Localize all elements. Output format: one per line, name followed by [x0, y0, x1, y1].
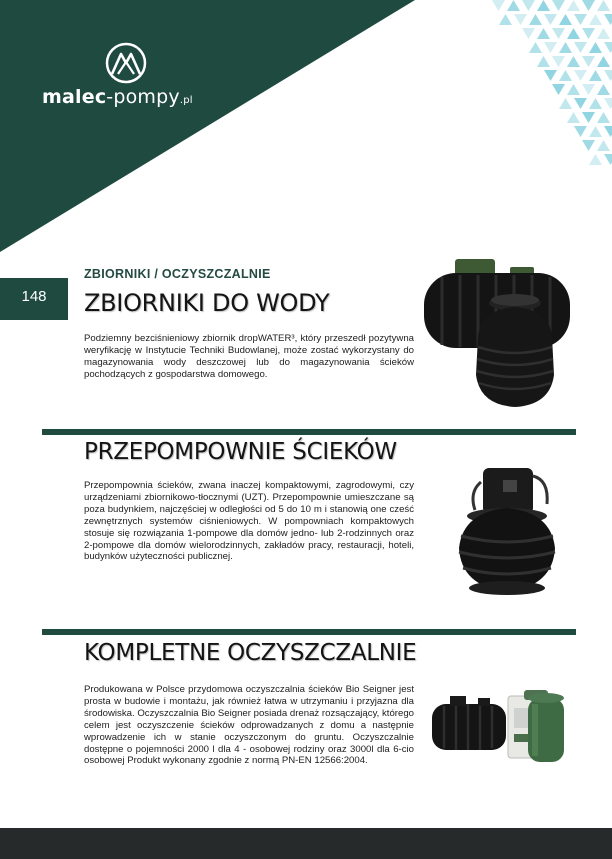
pattern-triangle: [529, 42, 542, 53]
pattern-triangle: [567, 28, 580, 39]
pattern-triangle: [604, 154, 612, 165]
pattern-triangle: [567, 112, 580, 123]
pattern-triangle: [597, 56, 610, 67]
pattern-triangle: [574, 126, 587, 137]
pattern-triangle: [582, 140, 595, 151]
section-title-treatment-plants: KOMPLETNE OCZYSZCZALNIE: [84, 640, 417, 666]
pattern-triangle: [552, 28, 565, 39]
mountain-circle-logo-icon: [103, 40, 149, 86]
pattern-triangle: [604, 126, 612, 137]
pattern-triangle: [567, 0, 580, 11]
pattern-triangle: [597, 28, 610, 39]
pattern-triangle: [514, 14, 527, 25]
pattern-triangle: [537, 0, 550, 11]
pumping-station-image: [445, 462, 570, 602]
pattern-triangle: [544, 70, 557, 81]
pattern-triangle: [574, 98, 587, 109]
pattern-triangle: [589, 70, 602, 81]
pattern-triangle: [597, 140, 610, 151]
pattern-triangle: [552, 84, 565, 95]
pattern-triangle: [522, 0, 535, 11]
pattern-triangle: [529, 14, 542, 25]
pattern-triangle: [582, 28, 595, 39]
section-text-treatment-plants: Produkowana w Polsce przydomowa oczyszczalnia ścieków Bio Seigner jest prosta w budowie i montażu, jak również łatwa w utrzymaniu i przyjazna dla środowiska. Oczyszczalnia Bio Seigner posiada drenaż rozsączający, którego celem jest oczyszczenie ścieków odprowadzanych z domu a następnie wprowadzenie ich w stanie oczyszczonym do gruntu. Oczyszczalnie dostępne o pojemności 2000 l dla 4 - osobowej rodziny oraz 3000l dla 6-cio osobowej Produkt wykonany zgodnie z normą PN-EN 12566:2004.: [84, 684, 414, 767]
footer-bar: [0, 828, 612, 859]
pattern-triangle: [574, 14, 587, 25]
pattern-triangle: [582, 112, 595, 123]
pattern-triangle: [559, 14, 572, 25]
pattern-triangle: [567, 56, 580, 67]
pattern-triangle: [589, 98, 602, 109]
pattern-triangle: [522, 28, 535, 39]
pattern-triangle: [582, 84, 595, 95]
brand-name-thin: -pompy: [106, 86, 180, 108]
page-number: 148: [21, 288, 47, 305]
pattern-triangle: [544, 14, 557, 25]
brand-suffix: .pl: [179, 95, 193, 106]
pattern-triangle: [604, 70, 612, 81]
pattern-triangle: [604, 42, 612, 53]
pattern-triangle: [589, 14, 602, 25]
section-divider: [42, 629, 576, 635]
category-label: ZBIORNIKI / OCZYSZCZALNIE: [84, 267, 271, 281]
pattern-triangle: [589, 42, 602, 53]
pattern-triangle: [559, 70, 572, 81]
section-text-tanks: Podziemny bezciśnieniowy zbiornik dropWATER³, który przeszedł pozytywna weryfikację w Instytucie Techniki Budowlanej, może zostać wykorzystany do magazynowania wody deszczowej lub do magazynowania ścieków pochodzących z gospodarstwa domowego.: [84, 333, 414, 380]
pattern-triangle: [537, 28, 550, 39]
pattern-triangle: [537, 56, 550, 67]
section-title-tanks: ZBIORNIKI DO WODY: [84, 289, 330, 317]
pattern-triangle: [597, 0, 610, 11]
pattern-triangle: [552, 0, 565, 11]
pattern-triangle: [597, 84, 610, 95]
pattern-triangle: [507, 0, 520, 11]
pattern-triangle: [597, 112, 610, 123]
pattern-triangle: [492, 0, 505, 11]
brand-name-bold: malec: [42, 86, 107, 108]
pattern-triangle: [567, 84, 580, 95]
underground-tanks-image: [420, 255, 575, 415]
pattern-triangle: [499, 14, 512, 25]
pattern-triangle: [604, 14, 612, 25]
pattern-triangle: [604, 98, 612, 109]
pattern-triangle: [582, 0, 595, 11]
section-title-pumping-stations: PRZEPOMPOWNIE ŚCIEKÓW: [84, 439, 397, 465]
section-divider: [42, 429, 576, 435]
pattern-triangle: [589, 126, 602, 137]
brand-logo[interactable]: [42, 86, 193, 108]
pattern-triangle: [544, 42, 557, 53]
pattern-triangle: [582, 56, 595, 67]
pattern-triangle: [574, 70, 587, 81]
pattern-triangle: [589, 154, 602, 165]
treatment-plant-image: [428, 684, 570, 768]
pattern-triangle: [552, 56, 565, 67]
pattern-triangle: [559, 98, 572, 109]
triangle-pattern: [492, 0, 612, 175]
section-text-pumping-stations: Przepompownia ścieków, zwana inaczej kompaktowymi, zagrodowymi, czy urządzeniami zbiornikowo-tłocznymi (UZT). Przepompownie umieszczane są poza budynkiem, najczęściej w odległości od 5 do 10 m i stanowią one cześć zewnętrznych systemów ciśnieniowych. W pompowniach kompaktowych stosuje się rozwiązania 1-pompowe dla domów jedno- lub 2-rodzinnych oraz 2-pompowe dla domów wielorodzinnych, zakładów pracy, restauracji, hoteli, budynków użyteczności publicznej.: [84, 480, 414, 563]
pattern-triangle: [574, 42, 587, 53]
pattern-triangle: [559, 42, 572, 53]
